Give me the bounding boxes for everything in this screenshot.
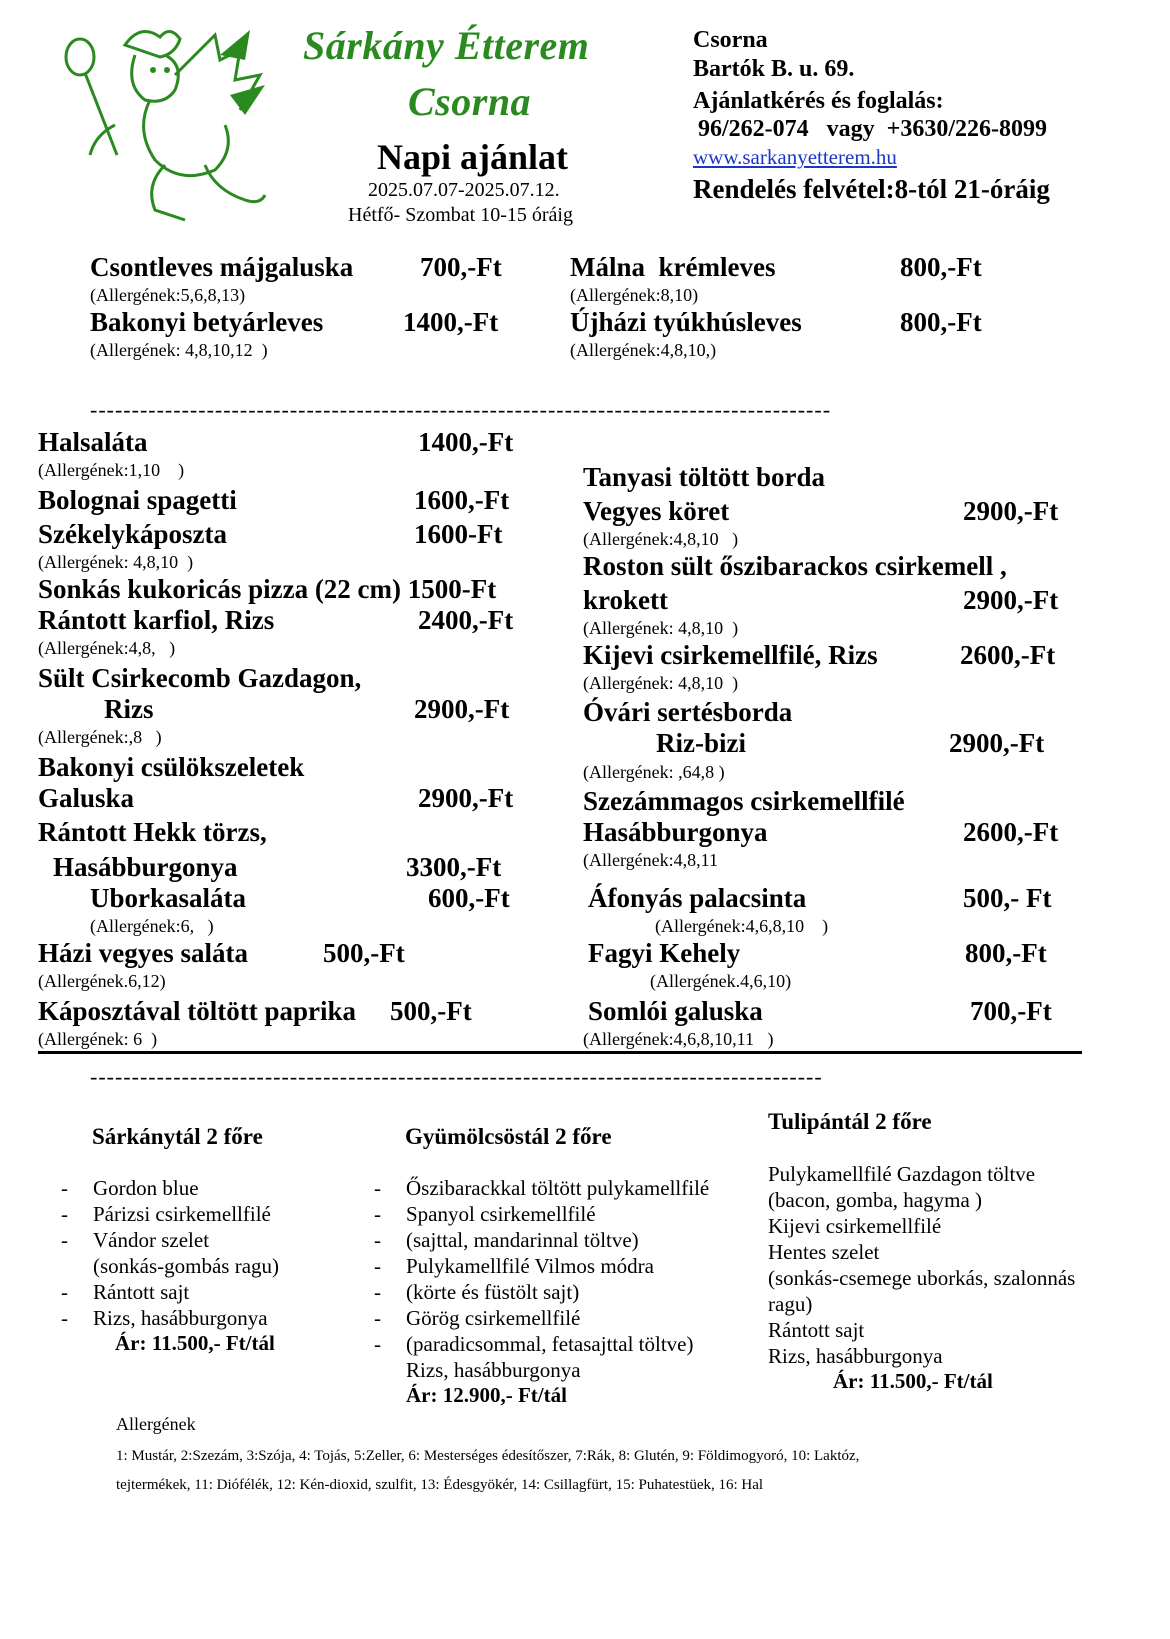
dish-name: Bakonyi csülökszeletek — [38, 752, 305, 782]
city: Csorna — [693, 27, 768, 53]
dish-name: Kijevi csirkemellfilé, Rizs — [583, 640, 878, 670]
dish-allergens: (Allergének:4,8,10 ) — [583, 529, 739, 549]
list-item: Hentes szelet — [768, 1240, 880, 1264]
dish-allergens: (Allergének:4,6,8,10 ) — [655, 916, 829, 936]
dish-name: Uborkasaláta — [90, 883, 247, 913]
dish-name: Roston sült őszibarackos csirkemell , — [583, 551, 1007, 581]
allergen-legend-line: 1: Mustár, 2:Szezám, 3:Szója, 4: Tojás, 5:Zeller, 6: Mesterséges édesítőszer, 7:Rák, 8: Glutén, 9: Földimogyoró, 10: Laktóz, — [116, 1448, 860, 1464]
dish-price: 600,-Ft — [428, 883, 510, 913]
divider: ---------------------------------------------------------------------------------------- — [90, 1064, 823, 1089]
dish-name: Vegyes köret — [583, 496, 730, 526]
dish-price: 700,-Ft — [420, 252, 502, 282]
list-item: - Vándor szelet — [61, 1228, 210, 1252]
dish-name: Áfonyás palacsinta — [588, 883, 807, 913]
dish-price: 800,-Ft — [900, 307, 982, 337]
dish-price: 2900,-Ft — [949, 728, 1045, 758]
platter-price: Ár: 11.500,- Ft/tál — [833, 1369, 993, 1393]
dish-allergens: (Allergének: ,64,8 ) — [583, 762, 725, 782]
dish-allergens: (Allergének: 4,8,10 ) — [583, 618, 739, 638]
dish-name: Fagyi Kehely — [588, 938, 741, 968]
dish-name: Bolognai spagetti — [38, 485, 237, 515]
dish-price: 500,-Ft — [390, 996, 472, 1026]
dish-name: Hasábburgonya — [53, 852, 238, 882]
dish-name: krokett — [583, 585, 668, 615]
dish-price: 1400,-Ft — [403, 307, 499, 337]
platter-title: Sárkánytál 2 főre — [92, 1124, 263, 1149]
platter-price: Ár: 11.500,- Ft/tál — [115, 1331, 275, 1355]
dish-name: Házi vegyes saláta — [38, 938, 248, 968]
address: Bartók B. u. 69. — [693, 56, 855, 82]
dish-name: Káposztával töltött paprika — [38, 996, 357, 1026]
list-item: Kijevi csirkemellfilé — [768, 1214, 942, 1238]
list-item: Pulykamellfilé Gazdagon töltve — [768, 1162, 1036, 1186]
list-item: - Görög csirkemellfilé — [374, 1306, 581, 1330]
dish-allergens: (Allergének:4,8, ) — [38, 638, 176, 658]
dish-name: Székelykáposzta — [38, 519, 227, 549]
dish-price: 2900,-Ft — [414, 694, 510, 724]
dish-price: 3300,-Ft — [406, 852, 502, 882]
dish-name: Szezámmagos csirkemellfilé — [583, 786, 905, 816]
list-item: - Spanyol csirkemellfilé — [374, 1202, 596, 1226]
allergen-legend-title: Allergének — [116, 1414, 196, 1434]
list-item: - Őszibarackkal töltött pulykamellfilé — [374, 1176, 710, 1200]
dish-name: Rizs — [104, 694, 154, 724]
dish-allergens: (Allergének:4,6,8,10,11 ) — [583, 1029, 774, 1049]
dish-name: Rántott Hekk törzs, — [38, 817, 267, 847]
opening-hours: Hétfő- Szombat 10-15 óráig — [348, 204, 573, 226]
dish-allergens: (Allergének:4,8,10,) — [570, 340, 717, 360]
dish-allergens: (Allergének: 6 ) — [38, 1029, 158, 1049]
dish-allergens: (Allergének:1,10 ) — [38, 460, 185, 480]
dish-name: Bakonyi betyárleves — [90, 307, 324, 337]
dish-allergens: (Allergének.6,12) — [38, 971, 166, 991]
dish-allergens: (Allergének: 4,8,10,12 ) — [90, 340, 268, 360]
platter-price: Ár: 12.900,- Ft/tál — [406, 1383, 567, 1407]
list-item: Rizs, hasábburgonya — [406, 1358, 581, 1382]
dish-price: 2600,-Ft — [963, 817, 1059, 847]
dish-price: 500,-Ft — [323, 938, 405, 968]
dish-allergens: (Allergének:8,10) — [570, 285, 699, 305]
list-item: - (sajttal, mandarinnal töltve) — [374, 1228, 639, 1252]
list-item: - Rántott sajt — [61, 1280, 190, 1304]
dish-allergens: (Allergének:6, ) — [90, 916, 214, 936]
dish-name: Rántott karfiol, Rizs — [38, 605, 275, 635]
booking-label: Ajánlatkérés és foglalás: — [693, 88, 944, 114]
list-item: - Gordon blue — [61, 1176, 199, 1200]
dish-price: 2900,-Ft — [963, 496, 1059, 526]
list-item: - Rizs, hasábburgonya — [61, 1306, 268, 1330]
dish-price: 800,-Ft — [965, 938, 1047, 968]
dish-allergens: (Allergének: 4,8,10 ) — [583, 673, 739, 693]
dish-allergens: (Allergének.4,6,10) — [650, 971, 792, 991]
dish-allergens: (Allergének: 4,8,10 ) — [38, 552, 194, 572]
dish-name: Riz-bizi — [656, 728, 746, 758]
list-item: Rizs, hasábburgonya — [768, 1344, 943, 1368]
order-hours: Rendelés felvétel:8-tól 21-óráig — [693, 174, 1050, 204]
horizontal-rule — [38, 1051, 1082, 1054]
list-item: - Párizsi csirkemellfilé — [61, 1202, 271, 1226]
platter-title: Tulipántál 2 főre — [768, 1109, 932, 1134]
date-range: 2025.07.07-2025.07.12. — [368, 179, 560, 201]
list-item: Rántott sajt — [768, 1318, 865, 1342]
dish-name: Sonkás kukoricás pizza (22 cm) 1500-Ft — [38, 574, 497, 604]
dish-name: Somlói galuska — [588, 996, 763, 1026]
dish-price: 700,-Ft — [970, 996, 1052, 1026]
list-item: (sonkás-gombás ragu) — [93, 1254, 280, 1278]
website-link[interactable]: www.sarkanyetterem.hu — [693, 145, 897, 169]
brand-name: Sárkány Étterem — [303, 23, 590, 68]
dish-price: 1600-Ft — [414, 519, 503, 549]
dish-name: Málna krémleves — [570, 252, 776, 282]
list-item: - Pulykamellfilé Vilmos módra — [374, 1254, 654, 1278]
list-item: - (körte és füstölt sajt) — [374, 1280, 580, 1304]
dragon-chef-icon — [55, 15, 275, 230]
dish-price: 2600,-Ft — [960, 640, 1056, 670]
list-item: - (paradicsommal, fetasajttal töltve) — [374, 1332, 694, 1356]
brand-city: Csorna — [408, 79, 532, 124]
dish-name: Galuska — [38, 783, 135, 813]
dish-price: 1400,-Ft — [418, 427, 514, 457]
dish-price: 2400,-Ft — [418, 605, 514, 635]
dish-allergens: (Allergének:4,8,11 — [583, 850, 718, 870]
dish-allergens: (Allergének:5,6,8,13) — [90, 285, 246, 305]
dish-price: 800,-Ft — [900, 252, 982, 282]
dish-name: Tanyasi töltött borda — [583, 462, 826, 492]
dish-allergens: (Allergének:,8 ) — [38, 727, 162, 747]
divider: ----------------------------------------------------------------------------------------- — [90, 397, 832, 422]
list-item: (bacon, gomba, hagyma ) — [768, 1188, 983, 1212]
dish-price: 2900,-Ft — [963, 585, 1059, 615]
platter-title: Gyümölcsöstál 2 főre — [405, 1124, 612, 1149]
dish-price: 500,- Ft — [963, 883, 1052, 913]
list-item: (sonkás-csemege uborkás, szalonnás — [768, 1266, 1076, 1290]
dish-name: Halsaláta — [38, 427, 148, 457]
dish-name: Sült Csirkecomb Gazdagon, — [38, 663, 362, 693]
dish-name: Hasábburgonya — [583, 817, 768, 847]
page-title: Napi ajánlat — [377, 137, 569, 177]
dish-name: Újházi tyúkhúsleves — [570, 307, 802, 337]
dish-name: Óvári sertésborda — [583, 697, 793, 727]
dish-price: 1600,-Ft — [414, 485, 510, 515]
dish-name: Csontleves májgaluska — [90, 252, 354, 282]
dish-price: 2900,-Ft — [418, 783, 514, 813]
list-item: ragu) — [768, 1292, 813, 1316]
allergen-legend-line: tejtermékek, 11: Diófélék, 12: Kén-dioxid, szulfit, 13: Édesgyökér, 14: Csillagfürt, 15: Puhatestüek, 16: Hal — [116, 1477, 764, 1493]
phone-numbers: 96/262-074 vagy +3630/226-8099 — [698, 116, 1047, 142]
